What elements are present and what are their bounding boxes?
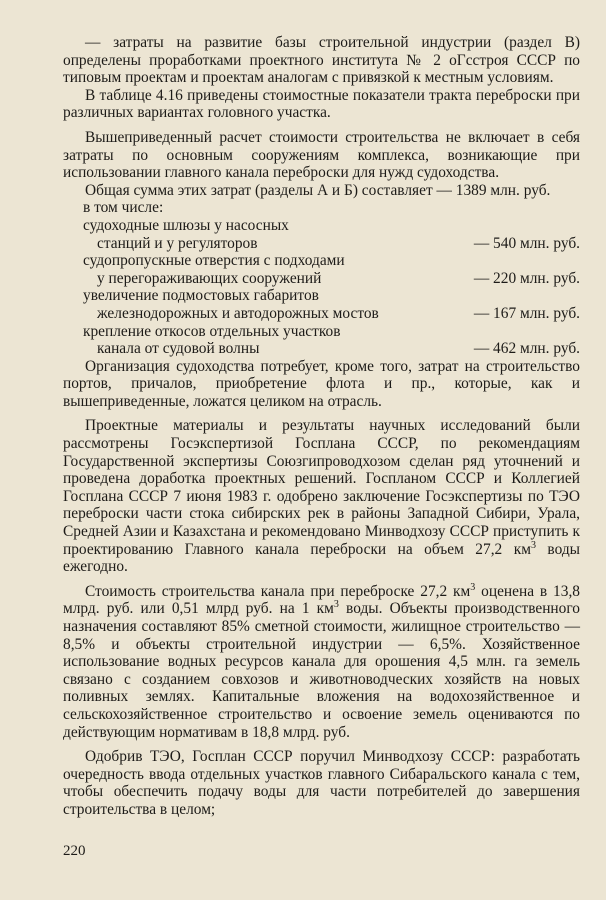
paragraph-review-text: Проектные материалы и результаты научных исследований были рассмотрены Госэкспертизой Госплана СССР, по рекомендациям Государственной экспертизы Союзгипроводхозом сделан ряд уточнений и проведена доработка проектных решений. Госпланом СССР и Коллегией Госплана СССР 7 июня 1983 г. одобрено заключение Госэкспертизы по ТЭО переброски части стока сибирских рек в районы Западной Сибири, Урала, Средней Азии и Казахстана и рекомендовано Минводхозу СССР приступить к проектированию Главного канала переброски на объем 27,2 км <box>63 417 580 558</box>
paragraph-shipping: Организация судоходства потребует, кроме того, затрат на строительство портов, причалов, приобретение флота и пр., которые, как и вышеприведенные, ложатся целиком на отрасль. <box>63 357 580 410</box>
paragraph-calculation: Вышеприведенный расчет стоимости строительства не включает в себя затраты по основным сооружениям комплекса, возникающие при использовании главного канала переброски для нужд судоходства. <box>63 128 580 182</box>
list-item-value: — 540 млн. руб. <box>473 234 580 252</box>
paragraph-total: Общая сумма этих затрат (разделы А и Б) составляет — 1389 млн. руб. <box>85 181 551 199</box>
paragraph-intro: — затраты на развитие базы строительной индустрии (раздел В) определены проработками проектного института № 2 оГсстроя СССР по типовым проектам и проектам аналогам с привязкой к местным условиям. <box>63 34 580 87</box>
paragraph-table-reference: В таблице 4.16 приведены стоимостные показатели тракта переброски при различных вариантах головного участка. <box>63 86 580 122</box>
list-item-line1: увеличение подмостовых габаритов <box>83 287 319 305</box>
list-item <box>63 217 580 235</box>
list-item <box>63 287 580 305</box>
list-item <box>63 323 580 341</box>
paragraph-review <box>63 417 580 575</box>
list-item <box>63 252 580 270</box>
superscript: 3 <box>470 581 476 593</box>
page-number: 220 <box>63 843 86 859</box>
cost-list <box>63 217 580 358</box>
list-item-line2: у перегораживающих сооружений <box>97 269 322 287</box>
paragraph-review-end: воды ежегодно. <box>63 540 580 576</box>
paragraph-cost <box>63 583 580 741</box>
paragraph-approval: Одобрив ТЭО, Госплан СССР поручил Минводхозу СССР: разработать очередность ввода отдельных участков главного Сибаральского канала с тем, чтобы обеспечить подачу воды для части потребителей до завершения строительства в целом; <box>63 748 580 818</box>
list-item-line1: крепление откосов отдельных участков <box>83 322 341 340</box>
paragraph-cost-b: оценена в 13,8 млрд. руб. или 0,51 млрд руб. на 1 км <box>63 582 580 618</box>
list-item <box>63 270 580 288</box>
including-label: в том числе: <box>83 199 164 217</box>
list-item <box>63 340 580 358</box>
list-item-line2: железнодорожных и автодорожных мостов <box>97 304 379 322</box>
list-item-line2: станций и у регуляторов <box>97 234 258 252</box>
list-item-line1: судоходные шлюзы у насосных <box>83 216 289 234</box>
list-item-value: — 462 млн. руб. <box>473 340 580 358</box>
list-item-line1: судопропускные отверстия с подходами <box>83 252 345 270</box>
paragraph-cost-c: воды. Объекты производственного назначения составляют 85% сметной стоимости, жилищное строительство — 8,5% и объекты строительной индустрии — 6,5%. Хозяйственное использование водных ресурсов канала для орошения 4,5 млн. га земель связано с созданием совхозов и животноводческих хозяйств на новых поливных землях. Капитальные вложения на водохозяйственное и сельскохозяйственное строительство и освоение земель оцениваются по действующим нормативам в 18,8 млрд. руб. <box>63 600 580 741</box>
paragraph-cost-a: Стоимость строительства канала при переброске 27,2 км <box>85 582 471 600</box>
list-item-value: — 220 млн. руб. <box>473 269 580 287</box>
list-item-line2: канала от судовой волны <box>97 340 260 358</box>
superscript: 3 <box>530 539 536 551</box>
list-item-value: — 167 млн. руб. <box>473 304 580 322</box>
superscript: 3 <box>333 599 339 611</box>
list-item <box>63 305 580 323</box>
list-item <box>63 235 580 253</box>
